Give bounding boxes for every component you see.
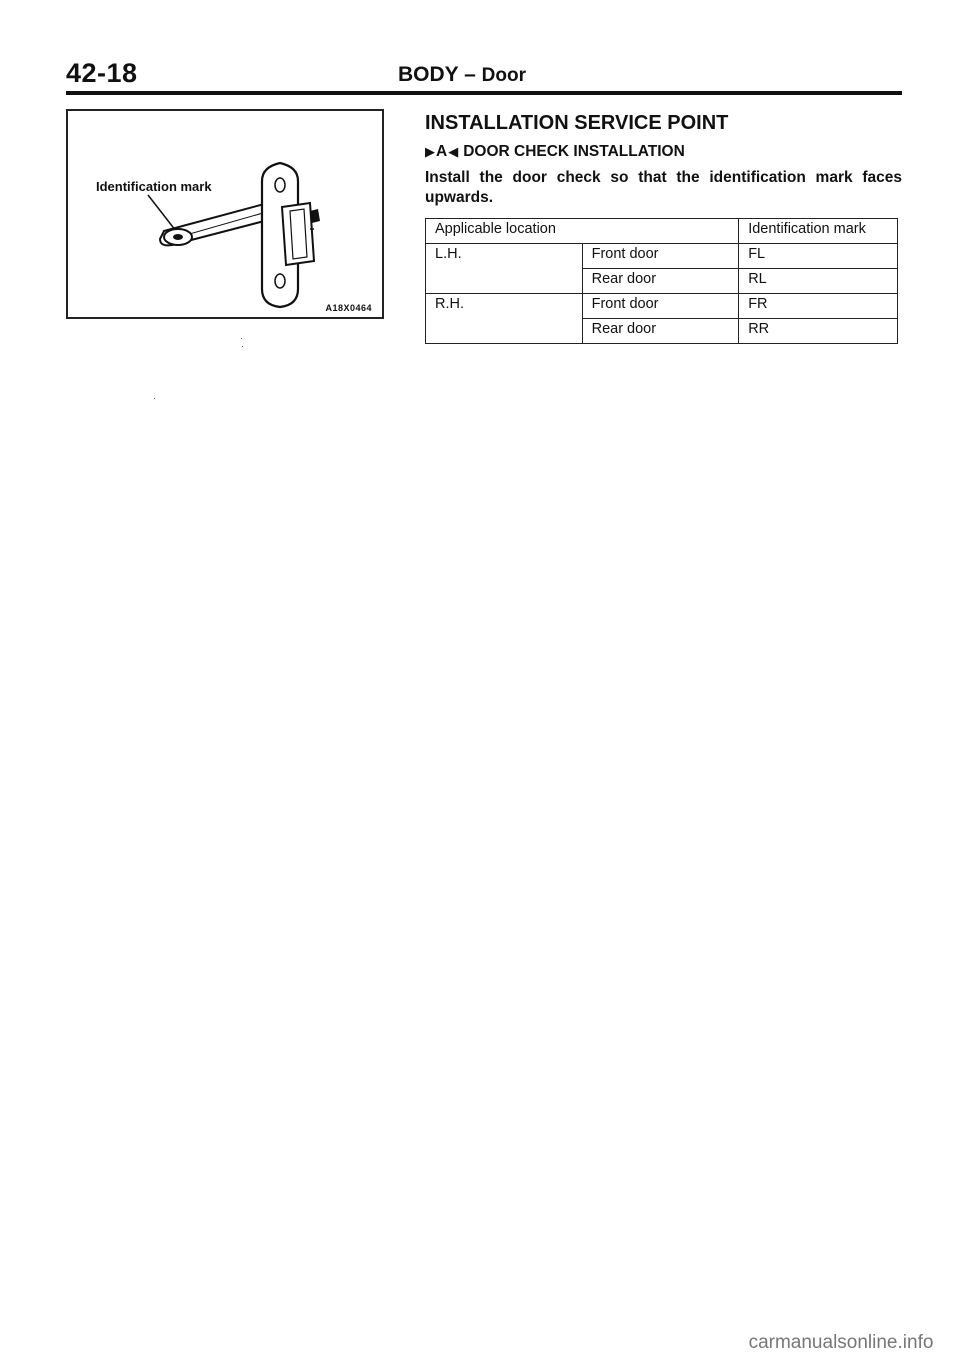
header-rule [66, 91, 902, 95]
row-side: R.H. [426, 294, 583, 344]
table-header-row [426, 219, 898, 244]
row-door: Front door [582, 294, 739, 319]
scan-speck [154, 398, 155, 399]
row-mark: RR [739, 319, 898, 344]
title-separator: – [458, 63, 482, 86]
row-side: L.H. [426, 244, 583, 294]
section-name: BODY [398, 63, 459, 86]
door-check-illustration [68, 111, 384, 319]
watermark: carmanualsonline.info [722, 1328, 960, 1358]
procedure-heading [425, 142, 902, 162]
service-point-heading: INSTALLATION SERVICE POINT [425, 112, 729, 134]
row-door: Rear door [582, 319, 739, 344]
scan-speck [241, 338, 242, 339]
header-identification-mark: Identification mark [739, 219, 898, 244]
identification-table [425, 218, 898, 344]
procedure-title: DOOR CHECK INSTALLATION [463, 143, 685, 160]
service-point-content [425, 110, 902, 344]
arrow-right-icon: ▶ [425, 144, 435, 159]
table-row [426, 294, 898, 319]
figure-code: A18X0464 [325, 303, 372, 313]
header-location: Applicable location [426, 219, 739, 244]
section-title [398, 63, 526, 87]
table-row [426, 244, 898, 269]
page-header [66, 58, 902, 94]
row-door: Front door [582, 244, 739, 269]
arrow-left-icon: ◀ [448, 144, 459, 159]
row-door: Rear door [582, 269, 739, 294]
instruction-text: Install the door check so that the identification mark faces upwards. [425, 169, 902, 206]
scan-speck [242, 346, 243, 347]
procedure-letter: A [436, 143, 448, 160]
subsection-name: Door [481, 65, 526, 86]
row-mark: RL [739, 269, 898, 294]
row-mark: FR [739, 294, 898, 319]
page-number: 42-18 [66, 58, 138, 88]
row-mark: FL [739, 244, 898, 269]
door-check-figure [66, 109, 384, 319]
identification-mark-label: Identification mark [96, 179, 212, 194]
